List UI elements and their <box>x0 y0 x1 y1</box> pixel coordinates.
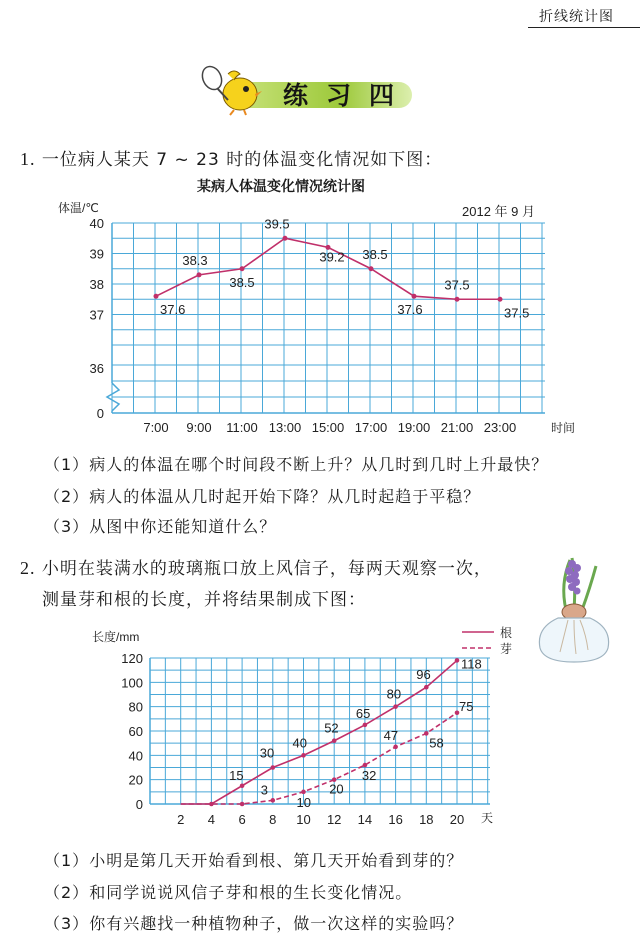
y-tick-label: 40 <box>89 216 104 231</box>
data-label: 52 <box>324 720 339 736</box>
question-1-sub-2 <box>44 484 480 507</box>
x-tick-label: 11:00 <box>226 420 258 435</box>
data-label: 75 <box>459 698 474 714</box>
data-point <box>424 731 429 736</box>
sub-label: （2） <box>44 883 90 902</box>
sub-text: 你有兴趣找一种植物种子，做一次这样的实验吗？ <box>89 914 464 933</box>
x-tick-label: 12 <box>326 812 342 827</box>
x-tick-label: 19:00 <box>397 420 431 435</box>
data-point <box>412 294 417 299</box>
x-tick-label: 23:00 <box>483 420 517 435</box>
x-axis-label: 天 <box>481 811 494 825</box>
data-label: 37.6 <box>397 302 423 318</box>
data-label: 10 <box>296 794 311 810</box>
running-head: 折线统计图 <box>539 9 614 25</box>
y-tick-label: 36 <box>89 361 104 376</box>
x-tick-label: 9:00 <box>186 420 212 435</box>
x-tick-label: 20 <box>449 812 465 827</box>
question-2-sub-3 <box>44 911 463 934</box>
data-point <box>240 802 245 807</box>
data-label: 38.3 <box>182 252 208 268</box>
data-point <box>301 753 306 758</box>
question-2-sub-1 <box>44 848 463 871</box>
x-tick-label: 7:00 <box>143 420 169 435</box>
question-1-number: 1. <box>20 149 36 169</box>
data-point <box>240 783 245 788</box>
data-point <box>369 266 374 271</box>
x-axis-label: 时间 <box>551 421 576 435</box>
data-point <box>498 297 503 302</box>
data-point <box>393 704 398 709</box>
data-label: 38.5 <box>229 274 255 290</box>
data-point <box>393 745 398 750</box>
question-1-sub-3 <box>44 514 276 537</box>
data-label: 47 <box>383 727 399 743</box>
y-axis-label: 长度/mm <box>92 630 140 644</box>
data-label: 30 <box>259 745 275 761</box>
data-label: 37.5 <box>504 305 530 321</box>
chart-2-legend <box>462 625 512 656</box>
sub-text: 从图中你还能知道什么？ <box>89 517 277 536</box>
data-label: 15 <box>229 767 244 783</box>
chart-2-axes <box>92 629 493 827</box>
y-axis-label: 体温/℃ <box>58 201 99 215</box>
data-label: 20 <box>329 781 344 797</box>
data-point <box>271 798 276 803</box>
sub-text: 病人的体温在哪个时间段不断上升？从几时到几时上升最快？ <box>89 455 549 474</box>
y-tick-label: 37 <box>89 307 104 323</box>
sub-label: （1） <box>44 455 90 474</box>
chart-2-grid <box>150 658 490 804</box>
data-point <box>271 765 276 770</box>
data-label: 58 <box>429 735 444 751</box>
date-note: 2012 年 9 月 <box>462 204 535 219</box>
y-tick-label: 38 <box>89 277 104 292</box>
data-point <box>240 266 245 271</box>
x-tick-label: 4 <box>207 812 216 827</box>
question-2-number: 2. <box>20 558 36 578</box>
data-label: 39.2 <box>319 249 345 265</box>
data-point <box>283 236 288 241</box>
sub-label: （1） <box>44 851 90 870</box>
legend-shoot-label: 芽 <box>500 642 513 656</box>
question-2-line-2: 测量芽和根的长度，并将结果制成下图： <box>42 590 366 610</box>
x-tick-label: 17:00 <box>354 420 388 435</box>
data-point <box>154 294 159 299</box>
y-tick-label: 0 <box>96 406 104 421</box>
data-label: 38.5 <box>362 246 388 262</box>
sub-label: （2） <box>44 487 90 506</box>
data-label: 37.5 <box>444 277 470 293</box>
data-label: 40 <box>292 735 307 751</box>
x-tick-label: 13:00 <box>268 420 302 435</box>
chart-1-axes <box>58 200 575 435</box>
x-tick-label: 10 <box>296 812 311 827</box>
y-tick-label: 100 <box>121 675 143 691</box>
data-point <box>301 790 306 795</box>
question-1-sub-1 <box>44 452 548 475</box>
data-label: 37.6 <box>160 302 186 318</box>
sub-label: （3） <box>44 517 90 536</box>
question-1-text: 一位病人某天 7 ~ 23 时的体温变化情况如下图： <box>41 150 443 170</box>
x-tick-label: 6 <box>238 812 246 827</box>
data-point <box>363 723 368 728</box>
question-2 <box>20 554 492 579</box>
x-tick-label: 15:00 <box>311 420 345 435</box>
y-tick-label: 80 <box>128 699 143 715</box>
y-tick-label: 120 <box>121 651 143 666</box>
data-point <box>197 272 202 277</box>
data-point <box>209 802 214 807</box>
question-2-sub-2 <box>44 880 412 903</box>
y-tick-label: 0 <box>135 797 143 812</box>
y-tick-label: 40 <box>128 748 143 764</box>
legend-root-label: 根 <box>500 626 513 640</box>
data-label: 3 <box>260 782 269 798</box>
x-tick-label: 18 <box>419 812 434 827</box>
data-label: 80 <box>386 686 402 702</box>
data-point <box>455 297 460 302</box>
sub-label: （3） <box>44 914 90 933</box>
sub-text: 病人的体温从几时起开始下降？从几时起趋于平稳？ <box>89 487 481 506</box>
y-tick-label: 20 <box>128 772 143 788</box>
data-label: 118 <box>461 656 482 672</box>
data-label: 96 <box>416 667 431 683</box>
chart-2-labels <box>229 656 482 809</box>
sub-text: 小明是第几天开始看到根、第几天开始看到芽的？ <box>89 851 464 870</box>
data-label: 32 <box>361 768 377 784</box>
data-point <box>455 658 460 663</box>
x-tick-label: 16 <box>388 812 403 827</box>
chart-1-title: 某病人体温变化情况统计图 <box>197 179 365 195</box>
data-point <box>424 685 429 690</box>
sub-text: 和同学说说风信子芽和根的生长变化情况。 <box>89 883 413 902</box>
hyacinth-jar-icon <box>534 552 614 664</box>
data-label: 65 <box>355 705 371 721</box>
x-tick-label: 8 <box>269 812 277 827</box>
axis-break-mark <box>107 383 119 413</box>
exercise-title: 练习四 <box>283 81 413 110</box>
x-tick-label: 21:00 <box>440 420 474 435</box>
x-tick-label: 14 <box>357 812 373 827</box>
y-tick-label: 39 <box>89 246 104 262</box>
data-label: 39.5 <box>264 216 290 232</box>
y-tick-label: 60 <box>128 724 143 739</box>
data-point <box>332 738 337 743</box>
data-point <box>363 763 368 768</box>
x-tick-label: 2 <box>177 812 185 827</box>
question-2-text-line-1: 小明在装满水的玻璃瓶口放上风信子，每两天观察一次， <box>41 559 492 579</box>
